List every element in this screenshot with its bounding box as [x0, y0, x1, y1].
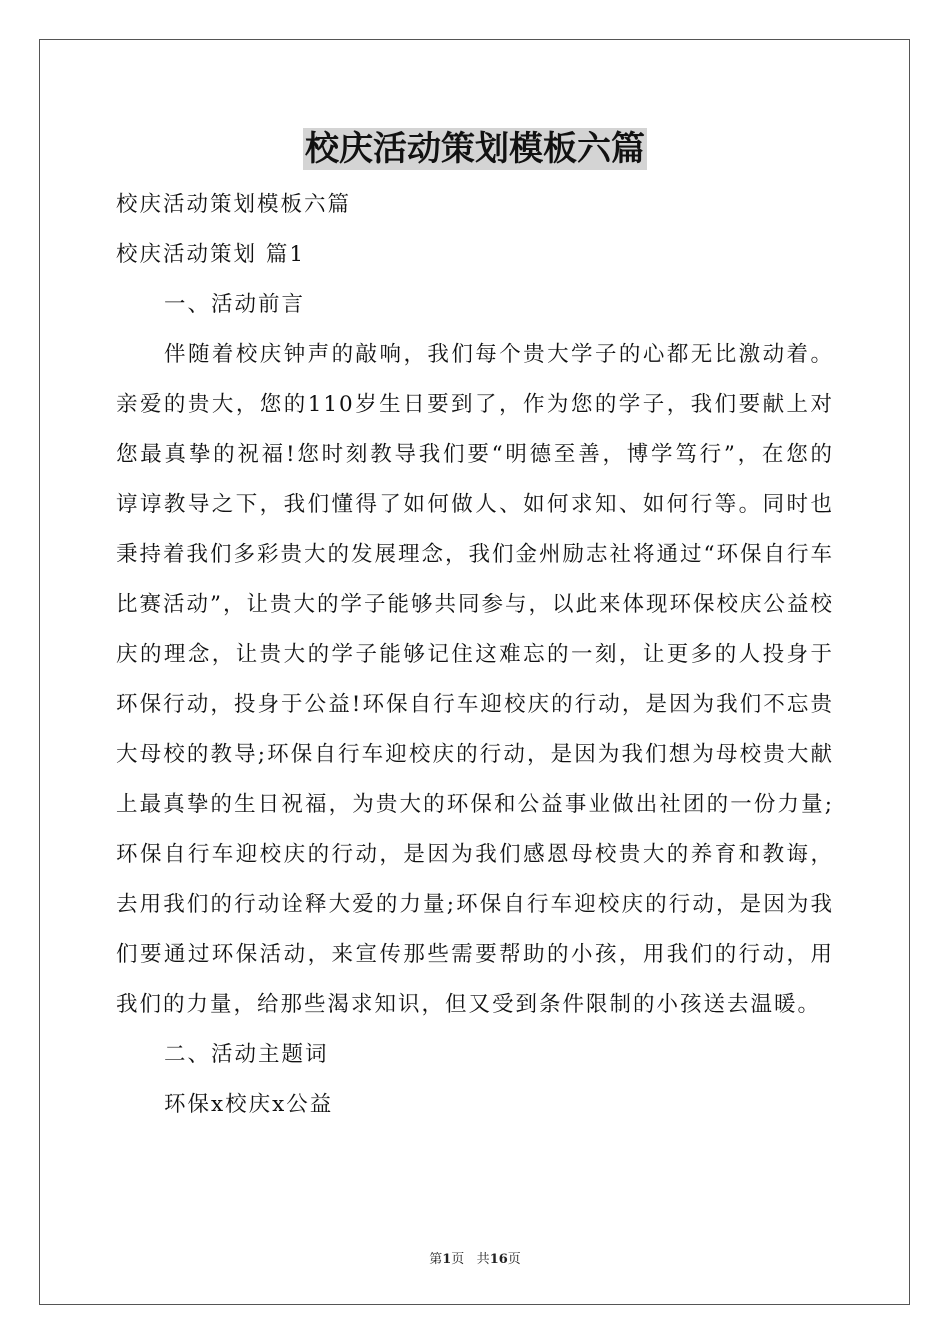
- paragraph: 校庆活动策划 篇1: [116, 242, 306, 267]
- page-label-prefix: 第: [429, 1252, 443, 1267]
- page-number: 1: [442, 1252, 452, 1267]
- title-container: [0, 128, 950, 170]
- page-label-suffix: 页: [451, 1252, 465, 1267]
- section-heading: 二、活动主题词: [164, 1042, 329, 1067]
- total-label-prefix: 共: [476, 1252, 490, 1267]
- document-body: [116, 180, 834, 1130]
- page-footer: [0, 1248, 950, 1267]
- paragraph: 伴随着校庆钟声的敲响，我们每个贵大学子的心都无比激动着。亲爱的贵大，您的110岁生日要到了，作为您的学子，我们要献上对您最真挚的祝福!您时刻教导我们要“明德至善，博学笃行”，在您的谆谆教导之下，我们懂得了如何做人、如何求知、如何行等。同时也秉持着我们多彩贵大的发展理念，我们金州励志社将通过“环保自行车比赛活动”，让贵大的学子能够共同参与，以此来体现环保校庆公益校庆的理念，让贵大的学子能够记住这难忘的一刻，让更多的人投身于环保行动，投身于公益!环保自行车迎校庆的行动，是因为我们不忘贵大母校的教导;环保自行车迎校庆的行动，是因为我们想为母校贵大献上最真挚的生日祝福，为贵大的环保和公益事业做出社团的一份力量;环保自行车迎校庆的行动，是因为我们感恩母校贵大的养育和教诲，去用我们的行动诠释大爱的力量;环保自行车迎校庆的行动，是因为我们要通过环保活动，来宣传那些需要帮助的小孩，用我们的行动，用我们的力量，给那些渴求知识，但又受到条件限制的小孩送去温暖。: [116, 342, 834, 1017]
- paragraph: 环保x校庆x公益: [164, 1092, 334, 1117]
- section-heading: 一、活动前言: [164, 292, 306, 317]
- document-title: 校庆活动策划模板六篇: [305, 129, 645, 169]
- total-label-suffix: 页: [507, 1252, 521, 1267]
- total-pages: 16: [489, 1252, 508, 1267]
- paragraph: 校庆活动策划模板六篇: [116, 192, 352, 217]
